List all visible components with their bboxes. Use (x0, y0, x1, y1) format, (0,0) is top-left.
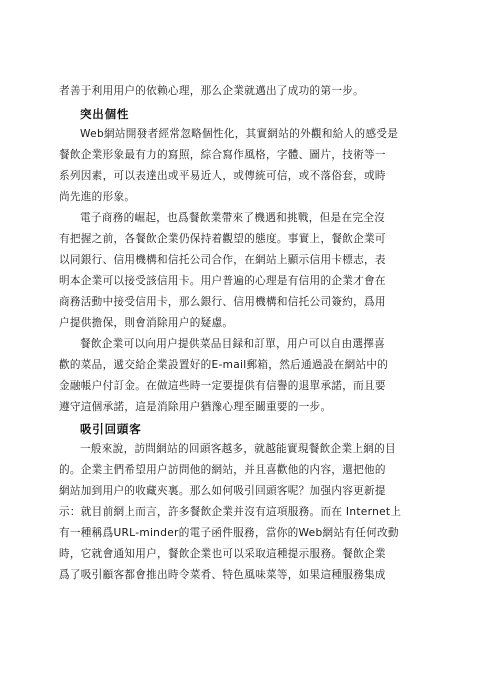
text-line: 商務活動中接受信用卡，那么銀行、信用機構和信托公司簽約，爲用 (59, 296, 386, 308)
text-line: 有一種稱爲URL-minder的電子函件服務，當你的Web網站有任何改動 (59, 527, 399, 539)
text-line: 餐飲企業形象最有力的寫照，綜合寫作風格，字體、圖片，技術等一 (59, 149, 386, 161)
paragraph-ecommerce (59, 208, 421, 334)
text-line: 示：就目前網上而言，許多餐飲企業并沒有這項服務。而在 Internet上 (59, 506, 402, 518)
text-line: 的。企業主們希望用户訪問他的網站，并且喜歡他的内容，還把他的 (59, 464, 386, 476)
paragraph-returning-customers (59, 439, 421, 586)
text-line: 時，它就會通知用户，餐飲企業也可以采取這種提示服務。餐飲企業 (59, 548, 386, 560)
text-line: 者善于利用用户的依赖心理，那么企業就邁出了成功的第一步。 (59, 85, 365, 97)
text-line: 金融帳户付訂金。在做這些時一定要提供有信譽的退單承諾，而且要 (59, 380, 386, 392)
section-heading-standout: 突出個性 (80, 107, 130, 121)
paragraph-personality (59, 124, 421, 208)
section-heading-returning-customers: 吸引回頭客 (80, 422, 142, 436)
text-line: 以同銀行、信用機構和信托公司合作，在網站上顯示信用卡標志，表 (59, 254, 386, 266)
text-line: 一般來說，訪問網站的回頭客越多，就越能實現餐飲企業上網的目 (80, 443, 396, 455)
text-line: 歡的菜品，遞交給企業設置好的E-mail郵箱，然后通過設在網站中的 (59, 359, 389, 371)
text-line: 電子商務的崛起，也爲餐飲業帶來了機遇和挑戰，但是在完全沒 (80, 212, 386, 224)
text-line: 尚先進的形象。 (59, 191, 136, 203)
intro-paragraph (59, 81, 421, 102)
text-line: 明本企業可以接受該信用卡。用户普遍的心理是有信用的企業才會在 (59, 275, 386, 287)
text-line: 系列因素，可以表達出或平易近人，或傳統可信，或不落俗套，或時 (59, 170, 386, 182)
text-line: 爲了吸引顧客都會推出時令菜肴、特色風味菜等，如果這種服務集成 (59, 569, 386, 581)
text-line: 有把握之前，各餐飲企業仍保持着觀望的態度。事實上，餐飲企業可 (59, 233, 386, 245)
text-line: 餐飲企業可以向用户提供菜品目録和訂單，用户可以自由選擇喜 (80, 338, 386, 350)
text-line: Web網站開發者經常忽略個性化，其實網站的外觀和給人的感受是 (80, 128, 399, 140)
text-line: 遵守這個承諾，這是消除用户猶豫心理至關重要的一步。 (59, 401, 332, 413)
text-line: 網站加到用户的收藏夾裏。那么如何吸引回頭客呢？加强内容更新提 (59, 485, 386, 497)
paragraph-orders (59, 334, 421, 418)
text-line: 户提供擔保，則會消除用户的疑慮。 (59, 317, 234, 329)
